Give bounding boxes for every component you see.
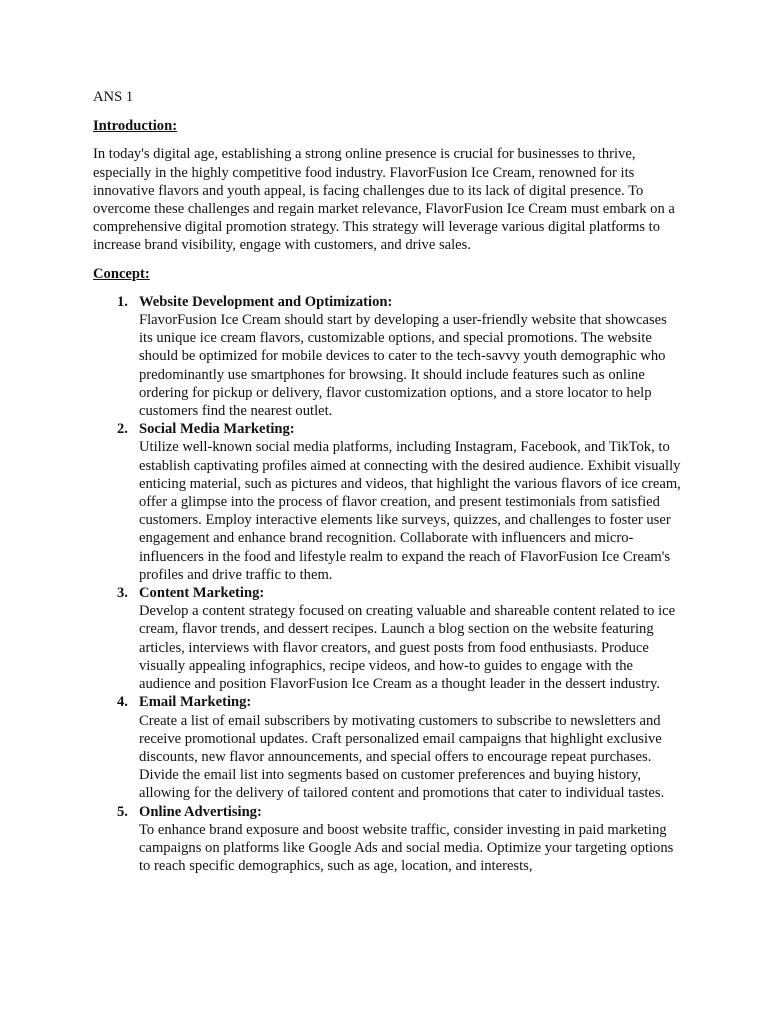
- list-item: [93, 803, 683, 876]
- list-item: [93, 584, 683, 693]
- document-body: [93, 88, 683, 875]
- list-item-number: 4.: [117, 694, 128, 711]
- answer-label: ANS 1: [93, 89, 134, 105]
- list-item-number: 1.: [117, 293, 128, 310]
- introduction-paragraph: In today's digital age, establishing a strong online presence is crucial for businesses to thrive, especially in the highly competitive food industry. FlavorFusion Ice Cream, renowned for its innovative flavors and youth appeal, is facing challenges due to its lack of digital presence. To overcome these challenges and regain market relevance, FlavorFusion Ice Cream must embark on a comprehensive digital promotion strategy. This strategy will leverage various digital platforms to increase brand visibility, engage with customers, and drive sales.: [93, 146, 675, 254]
- list-item-body: Develop a content strategy focused on creating valuable and shareable content related to ice cream, flavor trends, and dessert recipes. Launch a blog section on the website featuring articles, interviews with flavor creators, and guest posts from food enthusiasts. Produce visually appealing infographics, recipe videos, and how-to guides to engage with the audience and position FlavorFusion Ice Cream as a thought leader in the dessert industry.: [139, 603, 676, 693]
- list-item-body: Create a list of email subscribers by motivating customers to subscribe to newsletters and receive promotional updates. Craft personalized email campaigns that highlight exclusive discounts, new flavor announcements, and special offers to encourage repeat purchases. Divide the email list into segments based on customer preferences and buying history, allowing for the delivery of tailored content and promotions that cater to individual tastes.: [139, 712, 665, 802]
- introduction-heading: Introduction:: [93, 118, 178, 135]
- list-item-title: Website Development and Optimization:: [139, 293, 393, 310]
- list-item-title: Social Media Marketing:: [139, 421, 295, 438]
- list-item-number: 5.: [117, 803, 128, 820]
- list-item: [93, 693, 683, 802]
- list-item-title: Content Marketing:: [139, 585, 265, 602]
- list-item-body: FlavorFusion Ice Cream should start by developing a user-friendly website that showcases its unique ice cream flavors, customizable options, and special promotions. The website should be optimized for mobile devices to cater to the tech-savvy youth demographic who predominantly use smartphones for browsing. It should include features such as online ordering for pickup or delivery, flavor customization options, and a store locator to help customers find the nearest outlet.: [139, 312, 667, 420]
- concept-heading: Concept:: [93, 265, 150, 282]
- list-item: [93, 293, 683, 420]
- list-item-title: Online Advertising:: [139, 803, 262, 820]
- list-item: [93, 420, 683, 584]
- list-item-number: 2.: [117, 421, 128, 438]
- list-item-body: Utilize well-known social media platforms, including Instagram, Facebook, and TikTok, to establish captivating profiles aimed at connecting with the desired audience. Exhibit visually enticing material, such as pictures and videos, that highlight the various flavors of ice cream, offer a glimpse into the process of flavor creation, and present testimonials from satisfied customers. Employ interactive elements like surveys, quizzes, and challenges to foster user engagement and enhance brand recognition. Collaborate with influencers and micro-influencers in the food and lifestyle realm to expand the reach of FlavorFusion Ice Cream's profiles and drive traffic to them.: [139, 439, 681, 583]
- list-item-number: 3.: [117, 585, 128, 602]
- list-item-body: To enhance brand exposure and boost website traffic, consider investing in paid marketing campaigns on platforms like Google Ads and social media. Optimize your targeting options to reach specific demographics, such as age, location, and interests,: [139, 821, 674, 875]
- list-item-title: Email Marketing:: [139, 694, 252, 711]
- concept-list: [93, 293, 683, 876]
